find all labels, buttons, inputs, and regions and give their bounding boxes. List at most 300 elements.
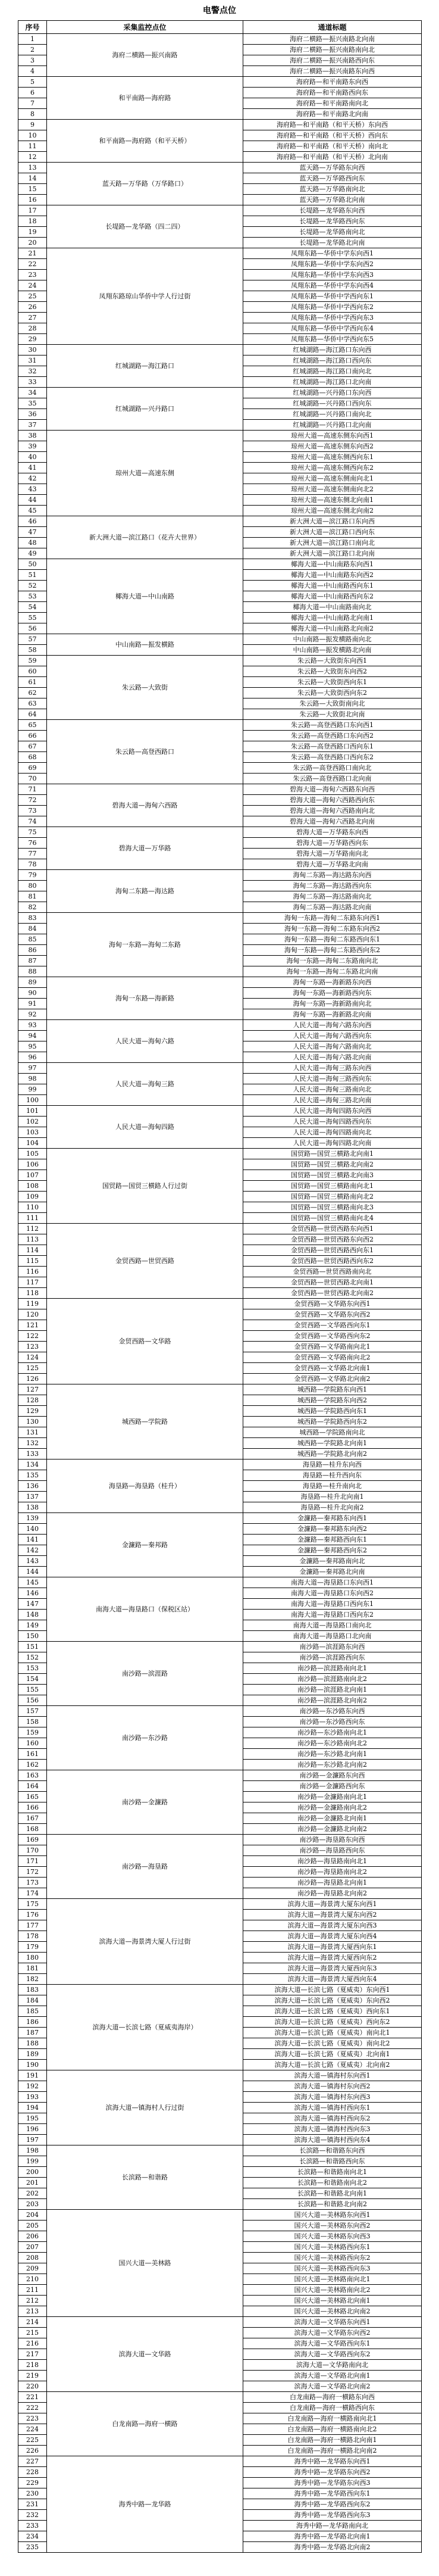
- channel-title-cell: 琼州大道—高速东侧东向西1: [243, 431, 422, 441]
- table-row: [18, 1513, 422, 1524]
- channel-title-cell: 海甸一东路—海甸二东路南向北: [243, 956, 422, 966]
- serial-number-cell: 98: [18, 1074, 47, 1084]
- channel-title-cell: 琼州大道—高速东侧南向北2: [243, 484, 422, 495]
- monitoring-location-cell: 滨海大道—长滨七路（夏威夷海岸）: [47, 1985, 243, 2070]
- table-row: [18, 205, 422, 216]
- channel-title-cell: 中山南路—振发横路北向南: [243, 645, 422, 656]
- channel-title-cell: 金濂路—秦邦路北向南: [243, 1567, 422, 1577]
- serial-number-cell: 30: [18, 345, 47, 355]
- monitoring-location-cell: 南沙路—滨涯路: [47, 1642, 243, 1706]
- serial-number-cell: 138: [18, 1502, 47, 1513]
- channel-title-cell: 海甸二东路—海达路南向北: [243, 891, 422, 902]
- serial-number-cell: 191: [18, 2070, 47, 2081]
- channel-title-cell: 南沙路—滨涯路北向南1: [243, 1685, 422, 1695]
- serial-number-cell: 163: [18, 1770, 47, 1781]
- serial-number-cell: 36: [18, 409, 47, 420]
- serial-number-cell: 168: [18, 1824, 47, 1835]
- channel-title-cell: 朱云路—高登西路口西向东1: [243, 741, 422, 752]
- serial-number-cell: 50: [18, 559, 47, 570]
- table-row: [18, 388, 422, 398]
- serial-number-cell: 206: [18, 2231, 47, 2242]
- serial-number-cell: 17: [18, 205, 47, 216]
- channel-title-cell: 南沙路—海垦路东向西: [243, 1835, 422, 1845]
- serial-number-cell: 49: [18, 548, 47, 559]
- channel-title-cell: 朱云路—高登西路口北向南: [243, 774, 422, 784]
- channel-title-cell: 国兴大道—美林路西向东2: [243, 2253, 422, 2263]
- serial-number-cell: 227: [18, 2456, 47, 2467]
- serial-number-cell: 58: [18, 645, 47, 656]
- monitoring-location-cell: 凤翔东路琼山华侨中学人行过街: [47, 248, 243, 345]
- table-row: [18, 1899, 422, 1910]
- serial-number-cell: 235: [18, 2542, 47, 2553]
- serial-number-cell: 71: [18, 784, 47, 795]
- channel-title-cell: 碧海大道—海甸六西路北向南: [243, 816, 422, 827]
- serial-number-cell: 122: [18, 1331, 47, 1342]
- channel-title-cell: 凤翔东路—华侨中学西向东3: [243, 313, 422, 323]
- channel-title-cell: 人民大道—海甸六路北向南: [243, 1052, 422, 1063]
- channel-title-cell: 滨海大道—文华路北向南1: [243, 2371, 422, 2381]
- serial-number-cell: 161: [18, 1749, 47, 1760]
- channel-title-cell: 南沙路—海垦路西向东: [243, 1845, 422, 1856]
- channel-title-cell: 南海大道—海垦路口北向南: [243, 1631, 422, 1642]
- serial-number-cell: 23: [18, 270, 47, 280]
- channel-title-cell: 海府路—和平南路（和平天桥）西向东: [243, 130, 422, 141]
- channel-title-cell: 南沙路—海垦路北向南2: [243, 1888, 422, 1899]
- monitoring-location-cell: 和平南路—海府路: [47, 77, 243, 120]
- header-row: [18, 21, 422, 34]
- monitoring-location-cell: 金贸西路—文华路: [47, 1299, 243, 1384]
- table-row: [18, 827, 422, 838]
- channel-title-cell: 中山南路—振发横路南向北: [243, 634, 422, 645]
- channel-title-cell: 白龙南路—海府一横路西向东: [243, 2403, 422, 2413]
- channel-title-cell: 南海大道—海垦路口东向西2: [243, 1588, 422, 1599]
- channel-title-cell: 海府路—和平南路南向北: [243, 98, 422, 109]
- serial-number-cell: 3: [18, 55, 47, 66]
- serial-number-cell: 225: [18, 2435, 47, 2446]
- serial-number-cell: 185: [18, 2006, 47, 2017]
- channel-title-cell: 海府二横路—振兴南路东向西: [243, 66, 422, 77]
- channel-title-cell: 国兴大道—美林路西向东1: [243, 2242, 422, 2253]
- monitoring-location-cell: 白龙南路—海府一横路: [47, 2392, 243, 2456]
- serial-number-cell: 99: [18, 1084, 47, 1095]
- monitoring-location-cell: 海甸一东路—海新路: [47, 977, 243, 1020]
- serial-number-cell: 146: [18, 1588, 47, 1599]
- channel-title-cell: 滨海大道—长滨七路（夏威夷）南向北2: [243, 2038, 422, 2049]
- channel-title-cell: 碧海大道—海甸六西路西向东: [243, 795, 422, 806]
- serial-number-cell: 87: [18, 956, 47, 966]
- serial-number-cell: 6: [18, 88, 47, 98]
- channel-title-cell: 国兴大道—美林路南向北2: [243, 2285, 422, 2296]
- document-title: 电警点位: [203, 6, 236, 15]
- serial-number-cell: 106: [18, 1159, 47, 1170]
- serial-number-cell: 202: [18, 2188, 47, 2199]
- serial-number-cell: 7: [18, 98, 47, 109]
- channel-title-cell: 椰海大道—中山南路北向南2: [243, 623, 422, 634]
- table-row: [18, 656, 422, 666]
- monitoring-location-cell: 朱云路—大致街: [47, 656, 243, 720]
- serial-number-cell: 149: [18, 1620, 47, 1631]
- serial-number-cell: 132: [18, 1438, 47, 1449]
- serial-number-cell: 70: [18, 774, 47, 784]
- channel-title-cell: 金贸西路—文华路北向南2: [243, 1374, 422, 1384]
- channel-title-cell: 南沙路—金濂路东向西: [243, 1770, 422, 1781]
- table-row: [18, 870, 422, 881]
- channel-title-cell: 朱云路—大致街北向南: [243, 709, 422, 720]
- serial-number-cell: 166: [18, 1802, 47, 1813]
- channel-title-cell: 碧海大道—万华路南向北: [243, 849, 422, 859]
- serial-number-cell: 133: [18, 1449, 47, 1459]
- serial-number-cell: 93: [18, 1020, 47, 1031]
- table-row: [18, 1063, 422, 1074]
- serial-number-cell: 10: [18, 130, 47, 141]
- serial-number-cell: 79: [18, 870, 47, 881]
- serial-number-cell: 129: [18, 1406, 47, 1417]
- channel-title-cell: 海垦路—桂升西向东: [243, 1470, 422, 1481]
- serial-number-cell: 165: [18, 1792, 47, 1802]
- channel-title-cell: 海垦路—桂升北向南2: [243, 1502, 422, 1513]
- serial-number-cell: 112: [18, 1224, 47, 1234]
- serial-number-cell: 84: [18, 924, 47, 934]
- channel-title-cell: 凤翔东路—华侨中学东向西1: [243, 248, 422, 259]
- channel-title-cell: 人民大道—海甸三路东向西: [243, 1063, 422, 1074]
- channel-title-cell: 朱云路—大致街西向东2: [243, 688, 422, 698]
- serial-number-cell: 118: [18, 1288, 47, 1299]
- channel-title-cell: 滨海大道—镇海村东向西3: [243, 2092, 422, 2103]
- channel-title-cell: 滨海大道—镇海村西向东3: [243, 2124, 422, 2135]
- serial-number-cell: 193: [18, 2092, 47, 2103]
- channel-title-cell: 金濂路—秦邦路东向西2: [243, 1524, 422, 1535]
- channel-title-cell: 国兴大道—美林路北向南2: [243, 2306, 422, 2317]
- serial-number-cell: 212: [18, 2296, 47, 2306]
- serial-number-cell: 125: [18, 1363, 47, 1374]
- table-row: [18, 784, 422, 795]
- serial-number-cell: 183: [18, 1985, 47, 1995]
- channel-title-cell: 国兴大道—美林路南向北1: [243, 2274, 422, 2285]
- channel-title-cell: 南海大道—海垦路口西向东1: [243, 1599, 422, 1610]
- header-monitoring-location: 采集监控点位: [47, 21, 243, 34]
- serial-number-cell: 76: [18, 838, 47, 849]
- serial-number-cell: 230: [18, 2488, 47, 2499]
- serial-number-cell: 117: [18, 1277, 47, 1288]
- channel-title-cell: 长滨路—和谐路南向北2: [243, 2178, 422, 2188]
- monitoring-location-cell: 朱云路—高登西路口: [47, 720, 243, 784]
- monitoring-location-cell: 红城湖路—海江路口: [47, 345, 243, 388]
- channel-title-cell: 海甸一东路—海新路北向南: [243, 1009, 422, 1020]
- channel-title-cell: 滨海大道—镇海村西向东4: [243, 2135, 422, 2145]
- channel-title-cell: 红城湖路—兴丹路口西向东: [243, 398, 422, 409]
- serial-number-cell: 2: [18, 45, 47, 55]
- monitoring-location-cell: 滨海大道—海景湾大厦人行过街: [47, 1899, 243, 1985]
- table-row: [18, 1835, 422, 1845]
- serial-number-cell: 200: [18, 2167, 47, 2178]
- channel-title-cell: 南沙路—金濂路北向南2: [243, 1824, 422, 1835]
- serial-number-cell: 174: [18, 1888, 47, 1899]
- serial-number-cell: 229: [18, 2478, 47, 2488]
- channel-title-cell: 人民大道—海甸六路东向西: [243, 1020, 422, 1031]
- channel-title-cell: 琼州大道—高速东侧北向南1: [243, 495, 422, 506]
- serial-number-cell: 54: [18, 602, 47, 613]
- monitoring-location-cell: 人民大道—海甸四路: [47, 1106, 243, 1149]
- monitoring-location-cell: 碧海大道—海甸六西路: [47, 784, 243, 827]
- serial-number-cell: 222: [18, 2403, 47, 2413]
- serial-number-cell: 51: [18, 570, 47, 581]
- channel-title-cell: 碧海大道—万华路东向西: [243, 827, 422, 838]
- channel-title-cell: 人民大道—海甸三路北向南: [243, 1095, 422, 1106]
- table-row: [18, 1224, 422, 1234]
- channel-title-cell: 南沙路—东沙路东向西: [243, 1706, 422, 1717]
- channel-title-cell: 金贸西路—文华路北向南1: [243, 1363, 422, 1374]
- channel-title-cell: 金贸西路—文华路西向东1: [243, 1320, 422, 1331]
- channel-title-cell: 椰海大道—中山南路西向东1: [243, 581, 422, 591]
- channel-title-cell: 海秀中路—龙华路东向西3: [243, 2478, 422, 2488]
- serial-number-cell: 113: [18, 1234, 47, 1245]
- serial-number-cell: 219: [18, 2371, 47, 2381]
- channel-title-cell: 海秀中路—龙华路西向东1: [243, 2488, 422, 2499]
- channel-title-cell: 城西路—学院路东向西1: [243, 1384, 422, 1395]
- channel-title-cell: 蓝天路—万华路南向北: [243, 184, 422, 195]
- table-row: [18, 1642, 422, 1652]
- serial-number-cell: 21: [18, 248, 47, 259]
- monitoring-location-cell: 南沙路—东沙路: [47, 1706, 243, 1770]
- channel-title-cell: 红城湖路—兴丹路口北向南: [243, 420, 422, 431]
- channel-title-cell: 长滨路—和谐路北向南1: [243, 2188, 422, 2199]
- channel-title-cell: 红城湖路—兴丹路口东向西: [243, 388, 422, 398]
- serial-number-cell: 234: [18, 2531, 47, 2542]
- serial-number-cell: 28: [18, 323, 47, 334]
- channel-title-cell: 南海大道—海垦路口东向西1: [243, 1577, 422, 1588]
- monitoring-location-cell: 海府二横路—振兴南路: [47, 34, 243, 77]
- channel-title-cell: 国贸路—国贸三横路北向南1: [243, 1149, 422, 1159]
- serial-number-cell: 47: [18, 527, 47, 538]
- channel-title-cell: 海秀中路—龙华路西向东2: [243, 2499, 422, 2510]
- channel-title-cell: 滨海大道—文华路东向西1: [243, 2317, 422, 2328]
- channel-title-cell: 南沙路—滨涯路南向北2: [243, 1674, 422, 1685]
- serial-number-cell: 162: [18, 1760, 47, 1770]
- channel-title-cell: 国兴大道—美林路西向东3: [243, 2263, 422, 2274]
- channel-title-cell: 南沙路—海垦路南向北2: [243, 1867, 422, 1878]
- serial-number-cell: 11: [18, 141, 47, 152]
- serial-number-cell: 130: [18, 1417, 47, 1427]
- serial-number-cell: 4: [18, 66, 47, 77]
- serial-number-cell: 205: [18, 2221, 47, 2231]
- serial-number-cell: 15: [18, 184, 47, 195]
- serial-number-cell: 31: [18, 355, 47, 366]
- channel-title-cell: 长堤路—龙华路北向南: [243, 238, 422, 248]
- serial-number-cell: 63: [18, 698, 47, 709]
- channel-title-cell: 南沙路—东沙路南向北1: [243, 1727, 422, 1738]
- serial-number-cell: 25: [18, 291, 47, 302]
- serial-number-cell: 232: [18, 2510, 47, 2521]
- serial-number-cell: 77: [18, 849, 47, 859]
- monitoring-location-cell: 金贸西路—世贸西路: [47, 1224, 243, 1299]
- monitoring-location-cell: 中山南路—振发横路: [47, 634, 243, 656]
- serial-number-cell: 233: [18, 2521, 47, 2531]
- serial-number-cell: 181: [18, 1963, 47, 1974]
- channel-title-cell: 滨海大道—海景湾大厦东向西3: [243, 1920, 422, 1931]
- serial-number-cell: 173: [18, 1878, 47, 1888]
- serial-number-cell: 150: [18, 1631, 47, 1642]
- channel-title-cell: 南沙路—金濂路南向北2: [243, 1802, 422, 1813]
- serial-number-cell: 211: [18, 2285, 47, 2296]
- table-row: [18, 2392, 422, 2403]
- channel-title-cell: 碧海大道—万华路西向东: [243, 838, 422, 849]
- monitoring-location-cell: 长堤路—龙华路（四二四）: [47, 205, 243, 248]
- serial-number-cell: 14: [18, 173, 47, 184]
- serial-number-cell: 177: [18, 1920, 47, 1931]
- channel-title-cell: 碧海大道—海甸六西路东向西: [243, 784, 422, 795]
- table-row: [18, 977, 422, 988]
- channel-title-cell: 滨海大道—长滨七路（夏威夷）南向北1: [243, 2028, 422, 2038]
- points-table: [18, 20, 422, 2553]
- channel-title-cell: 金贸西路—世贸西路东向西1: [243, 1224, 422, 1234]
- channel-title-cell: 南海大道—海垦路口南向北: [243, 1620, 422, 1631]
- header-serial-number: 序号: [18, 21, 47, 34]
- serial-number-cell: 135: [18, 1470, 47, 1481]
- channel-title-cell: 琼州大道—高速东侧东向西2: [243, 441, 422, 452]
- monitoring-location-cell: 滨海大道—文华路: [47, 2317, 243, 2392]
- serial-number-cell: 126: [18, 1374, 47, 1384]
- serial-number-cell: 38: [18, 431, 47, 441]
- channel-title-cell: 金贸西路—世贸西路西向东1: [243, 1245, 422, 1256]
- serial-number-cell: 182: [18, 1974, 47, 1985]
- channel-title-cell: 海甸一东路—海甸二东路北向南: [243, 966, 422, 977]
- channel-title-cell: 人民大道—海甸四路南向北: [243, 1127, 422, 1138]
- channel-title-cell: 滨海大道—海景湾大厦西向东2: [243, 1953, 422, 1963]
- serial-number-cell: 110: [18, 1202, 47, 1213]
- table-row: [18, 913, 422, 924]
- channel-title-cell: 红城湖路—海江路口南向北: [243, 366, 422, 377]
- serial-number-cell: 64: [18, 709, 47, 720]
- channel-title-cell: 金贸西路—世贸西路东向西2: [243, 1234, 422, 1245]
- serial-number-cell: 115: [18, 1256, 47, 1267]
- channel-title-cell: 海甸一东路—海甸二东路西向东2: [243, 945, 422, 956]
- channel-title-cell: 金贸西路—文华路东向西1: [243, 1299, 422, 1309]
- channel-title-cell: 碧海大道—万华路北向南: [243, 859, 422, 870]
- serial-number-cell: 95: [18, 1041, 47, 1052]
- channel-title-cell: 国贸路—国贸三横路南向北4: [243, 1213, 422, 1224]
- serial-number-cell: 218: [18, 2360, 47, 2371]
- serial-number-cell: 152: [18, 1652, 47, 1663]
- serial-number-cell: 184: [18, 1995, 47, 2006]
- channel-title-cell: 红城湖路—兴丹路口南向北: [243, 409, 422, 420]
- serial-number-cell: 224: [18, 2424, 47, 2435]
- serial-number-cell: 190: [18, 2060, 47, 2070]
- serial-number-cell: 187: [18, 2028, 47, 2038]
- channel-title-cell: 金贸西路—文华路南向北2: [243, 1352, 422, 1363]
- channel-title-cell: 椰海大道—中山南路西向东2: [243, 591, 422, 602]
- header-channel-title: 通道标题: [243, 21, 422, 34]
- channel-title-cell: 滨海大道—长滨七路（夏威夷）西向东2: [243, 2017, 422, 2028]
- channel-title-cell: 人民大道—海甸六路南向北: [243, 1041, 422, 1052]
- serial-number-cell: 156: [18, 1695, 47, 1706]
- serial-number-cell: 120: [18, 1309, 47, 1320]
- channel-title-cell: 海府路—和平南路西向东: [243, 88, 422, 98]
- serial-number-cell: 61: [18, 677, 47, 688]
- channel-title-cell: 海甸一东路—海甸二东路西向东1: [243, 934, 422, 945]
- serial-number-cell: 196: [18, 2124, 47, 2135]
- channel-title-cell: 城西路—学院路北向南2: [243, 1449, 422, 1459]
- serial-number-cell: 37: [18, 420, 47, 431]
- monitoring-location-cell: 国贸路—国贸三横路人行过街: [47, 1149, 243, 1224]
- channel-title-cell: 长滨路—和谐路东向西: [243, 2145, 422, 2156]
- serial-number-cell: 207: [18, 2242, 47, 2253]
- serial-number-cell: 74: [18, 816, 47, 827]
- channel-title-cell: 国贸路—国贸三横路南向北1: [243, 1181, 422, 1192]
- serial-number-cell: 73: [18, 806, 47, 816]
- channel-title-cell: 金贸西路—世贸西路南向北: [243, 1267, 422, 1277]
- serial-number-cell: 221: [18, 2392, 47, 2403]
- serial-number-cell: 12: [18, 152, 47, 163]
- serial-number-cell: 69: [18, 763, 47, 774]
- channel-title-cell: 朱云路—大致街南向北: [243, 698, 422, 709]
- serial-number-cell: 217: [18, 2349, 47, 2360]
- serial-number-cell: 19: [18, 227, 47, 238]
- table-row: [18, 516, 422, 527]
- channel-title-cell: 南沙路—滨涯路东向西: [243, 1642, 422, 1652]
- channel-title-cell: 国兴大道—美林路东向西1: [243, 2210, 422, 2221]
- channel-title-cell: 金贸西路—世贸西路西向东2: [243, 1256, 422, 1267]
- channel-title-cell: 凤翔东路—华侨中学东向西2: [243, 259, 422, 270]
- channel-title-cell: 红城湖路—海江路口北向南: [243, 377, 422, 388]
- monitoring-location-cell: 海甸一东路—海甸二东路: [47, 913, 243, 977]
- serial-number-cell: 189: [18, 2049, 47, 2060]
- channel-title-cell: 琼州大道—高速东侧西向东2: [243, 463, 422, 473]
- serial-number-cell: 8: [18, 109, 47, 120]
- monitoring-location-cell: 金濂路—秦邦路: [47, 1513, 243, 1577]
- serial-number-cell: 41: [18, 463, 47, 473]
- channel-title-cell: 朱云路—大致街西向东1: [243, 677, 422, 688]
- monitoring-location-cell: 新大洲大道—滨江路口（花卉大世界）: [47, 516, 243, 559]
- channel-title-cell: 凤翔东路—华侨中学西向东5: [243, 334, 422, 345]
- serial-number-cell: 157: [18, 1706, 47, 1717]
- channel-title-cell: 海甸一东路—海新路东向西: [243, 977, 422, 988]
- channel-title-cell: 白龙南路—海府一横路南向北1: [243, 2413, 422, 2424]
- channel-title-cell: 城西路—学院路东向西2: [243, 1395, 422, 1406]
- serial-number-cell: 104: [18, 1138, 47, 1149]
- table-row: [18, 163, 422, 173]
- channel-title-cell: 滨海大道—海景湾大厦东向西1: [243, 1899, 422, 1910]
- monitoring-location-cell: 碧海大道—万华路: [47, 827, 243, 870]
- channel-title-cell: 滨海大道—镇海村西向东2: [243, 2113, 422, 2124]
- serial-number-cell: 123: [18, 1342, 47, 1352]
- serial-number-cell: 186: [18, 2017, 47, 2028]
- table-row: [18, 2070, 422, 2081]
- serial-number-cell: 1: [18, 34, 47, 45]
- serial-number-cell: 32: [18, 366, 47, 377]
- serial-number-cell: 147: [18, 1599, 47, 1610]
- channel-title-cell: 琼州大道—高速东侧南向北1: [243, 473, 422, 484]
- serial-number-cell: 109: [18, 1192, 47, 1202]
- channel-title-cell: 滨海大道—长滨七路（夏威夷）东向西1: [243, 1985, 422, 1995]
- table-row: [18, 248, 422, 259]
- channel-title-cell: 凤翔东路—华侨中学西向东2: [243, 302, 422, 313]
- serial-number-cell: 44: [18, 495, 47, 506]
- serial-number-cell: 40: [18, 452, 47, 463]
- channel-title-cell: 南沙路—东沙路北向南1: [243, 1749, 422, 1760]
- table-row: [18, 720, 422, 731]
- monitoring-location-cell: 蓝天路—万华路（万华路口）: [47, 163, 243, 205]
- monitoring-location-cell: 滨海大道—镇海村人行过街: [47, 2070, 243, 2145]
- serial-number-cell: 103: [18, 1127, 47, 1138]
- serial-number-cell: 201: [18, 2178, 47, 2188]
- monitoring-location-cell: 人民大道—海甸六路: [47, 1020, 243, 1063]
- channel-title-cell: 海府路—和平南路北向南: [243, 109, 422, 120]
- channel-title-cell: 琼州大道—高速东侧西向东1: [243, 452, 422, 463]
- serial-number-cell: 214: [18, 2317, 47, 2328]
- channel-title-cell: 椰海大道—中山南路南向北: [243, 602, 422, 613]
- channel-title-cell: 人民大道—海甸三路西向东: [243, 1074, 422, 1084]
- serial-number-cell: 67: [18, 741, 47, 752]
